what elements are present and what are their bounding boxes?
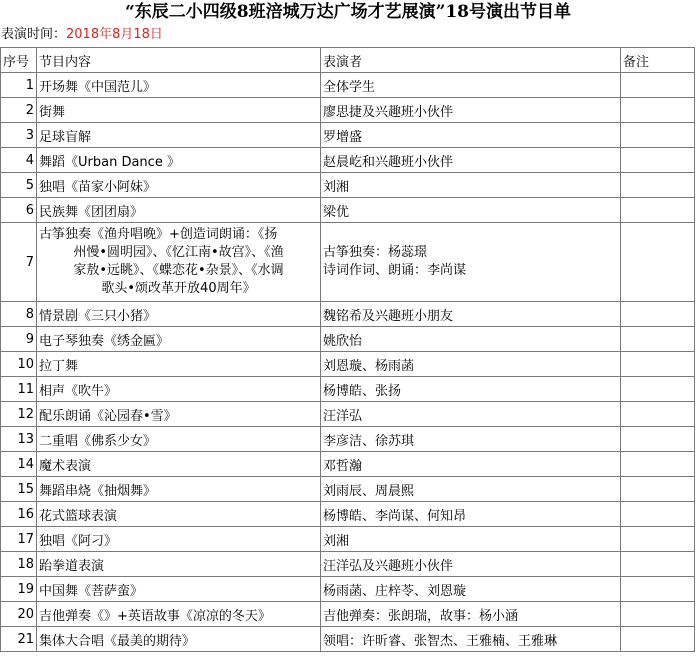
cell-note[interactable] (621, 402, 695, 427)
cell-performer[interactable]: 刘湘 (321, 173, 621, 198)
table-row (1, 452, 695, 477)
cell-note[interactable] (621, 477, 695, 502)
cell-note[interactable] (621, 223, 695, 302)
table-row (1, 327, 695, 352)
cell-performer[interactable]: 汪洋弘及兴趣班小伙伴 (321, 552, 621, 577)
cell-performer[interactable]: 刘雨辰、周晨熙 (321, 477, 621, 502)
header-no[interactable]: 序号 (1, 48, 37, 73)
cell-performer[interactable]: 罗增盛 (321, 123, 621, 148)
cell-note[interactable] (621, 427, 695, 452)
cell-performer[interactable]: 邓哲瀚 (321, 452, 621, 477)
cell-note[interactable] (621, 327, 695, 352)
cell-performer[interactable]: 杨博皓、李尚谋、何知昂 (321, 502, 621, 527)
cell-program[interactable]: 街舞 (37, 98, 321, 123)
cell-note[interactable] (621, 173, 695, 198)
cell-program[interactable]: 中国舞《菩萨蛮》 (37, 577, 321, 602)
table-row (1, 98, 695, 123)
cell-performer[interactable]: 廖思捷及兴趣班小伙伴 (321, 98, 621, 123)
cell-no[interactable]: 17 (1, 527, 37, 552)
cell-note[interactable] (621, 73, 695, 98)
program-line: 歌头•颂改革开放40周年》 (101, 281, 256, 296)
table-row (1, 377, 695, 402)
cell-program[interactable] (37, 223, 321, 302)
cell-no[interactable]: 9 (1, 327, 37, 352)
cell-program[interactable]: 足球盲解 (37, 123, 321, 148)
cell-program[interactable]: 开场舞《中国范儿》 (37, 73, 321, 98)
performer-line: 诗词作词、朗诵：李尚谋 (323, 263, 467, 278)
cell-note[interactable] (621, 577, 695, 602)
cell-performer[interactable]: 李彦洁、徐苏琪 (321, 427, 621, 452)
cell-note[interactable] (621, 148, 695, 173)
cell-program[interactable]: 拉丁舞 (37, 352, 321, 377)
table-row (1, 148, 695, 173)
cell-note[interactable] (621, 377, 695, 402)
table-row (1, 427, 695, 452)
table-row (1, 73, 695, 98)
date-label: 表演时间： (1, 27, 67, 42)
cell-performer[interactable]: 领唱：许昕睿、张智杰、王雅楠、王雅琳 (321, 627, 621, 652)
cell-no[interactable]: 12 (1, 402, 37, 427)
cell-performer[interactable] (321, 223, 621, 302)
cell-no[interactable]: 8 (1, 302, 37, 327)
program-line: 家敖•远眺》、《蝶恋花•杂景》、《水调 (73, 263, 284, 278)
cell-note[interactable] (621, 302, 695, 327)
cell-program[interactable]: 吉他弹奏《》+英语故事《凉凉的冬天》 (37, 602, 321, 627)
cell-note[interactable] (621, 502, 695, 527)
cell-note[interactable] (621, 627, 695, 652)
cell-note[interactable] (621, 552, 695, 577)
cell-note[interactable] (621, 352, 695, 377)
cell-note[interactable] (621, 198, 695, 223)
cell-performer[interactable]: 赵晨屹和兴趣班小伙伴 (321, 148, 621, 173)
cell-program[interactable]: 电子琴独奏《绣金匾》 (37, 327, 321, 352)
cell-program[interactable]: 独唱《苗家小阿妹》 (37, 173, 321, 198)
cell-note[interactable] (621, 602, 695, 627)
cell-performer[interactable]: 梁优 (321, 198, 621, 223)
cell-performer[interactable]: 全体学生 (321, 73, 621, 98)
cell-program[interactable]: 相声《吹牛》 (37, 377, 321, 402)
cell-program[interactable]: 跆拳道表演 (37, 552, 321, 577)
cell-program[interactable]: 舞蹈《Urban Dance 》 (37, 148, 321, 173)
cell-no[interactable]: 2 (1, 98, 37, 123)
performer-line: 古筝独奏：杨蕊璟 (323, 245, 428, 260)
cell-no[interactable]: 14 (1, 452, 37, 477)
cell-no[interactable]: 19 (1, 577, 37, 602)
page-title: “东辰二小四级8班涪城万达广场才艺展演”18号演出节目单 (124, 2, 572, 22)
performance-date-line (0, 24, 163, 46)
cell-program[interactable]: 民族舞《团团扇》 (37, 198, 321, 223)
cell-performer[interactable]: 姚欣怡 (321, 327, 621, 352)
cell-performer[interactable]: 杨博皓、张扬 (321, 377, 621, 402)
table-row (1, 402, 695, 427)
program-table (0, 47, 695, 652)
cell-performer[interactable]: 魏铭希及兴趣班小朋友 (321, 302, 621, 327)
cell-no[interactable]: 18 (1, 552, 37, 577)
cell-performer[interactable]: 刘恩璇、杨雨菡 (321, 352, 621, 377)
cell-program[interactable]: 独唱《阿刁》 (37, 527, 321, 552)
table-row (1, 198, 695, 223)
table-row (1, 527, 695, 552)
header-performer[interactable]: 表演者 (321, 48, 621, 73)
cell-note[interactable] (621, 452, 695, 477)
table-row (1, 552, 695, 577)
cell-performer[interactable]: 刘湘 (321, 527, 621, 552)
cell-performer[interactable]: 吉他弹奏：张朗瑞，故事：杨小涵 (321, 602, 621, 627)
table-row (1, 577, 695, 602)
cell-program[interactable]: 情景剧《三只小猪》 (37, 302, 321, 327)
date-value: 2018年8月18日 (66, 27, 163, 42)
cell-no[interactable]: 1 (1, 73, 37, 98)
cell-no[interactable]: 3 (1, 123, 37, 148)
cell-program[interactable]: 配乐朗诵《沁园春•雪》 (37, 402, 321, 427)
header-note[interactable]: 备注 (621, 48, 695, 73)
table-row (1, 477, 695, 502)
cell-no[interactable]: 13 (1, 427, 37, 452)
cell-no[interactable]: 16 (1, 502, 37, 527)
cell-note[interactable] (621, 527, 695, 552)
table-header-row (1, 48, 695, 73)
cell-no[interactable]: 10 (1, 352, 37, 377)
table-row (1, 223, 695, 302)
cell-note[interactable] (621, 123, 695, 148)
cell-no[interactable]: 21 (1, 627, 37, 652)
cell-performer[interactable]: 汪洋弘 (321, 402, 621, 427)
cell-program[interactable]: 舞蹈串烧《抽烟舞》 (37, 477, 321, 502)
table-row (1, 123, 695, 148)
cell-program[interactable]: 魔术表演 (37, 452, 321, 477)
cell-program[interactable]: 集体大合唱《最美的期待》 (37, 627, 321, 652)
cell-no[interactable]: 11 (1, 377, 37, 402)
table-row (1, 627, 695, 652)
program-line: 州慢•圆明园》、《忆江南•故宫》、《渔 (73, 245, 284, 260)
cell-no[interactable]: 15 (1, 477, 37, 502)
table-row (1, 173, 695, 198)
cell-no[interactable]: 6 (1, 198, 37, 223)
table-row (1, 602, 695, 627)
cell-note[interactable] (621, 98, 695, 123)
cell-program[interactable]: 花式篮球表演 (37, 502, 321, 527)
cell-performer[interactable]: 杨雨菡、庄梓苓、刘恩璇 (321, 577, 621, 602)
cell-no[interactable]: 5 (1, 173, 37, 198)
cell-no[interactable]: 7 (1, 223, 37, 302)
table-row (1, 352, 695, 377)
header-program[interactable]: 节目内容 (37, 48, 321, 73)
cell-no[interactable]: 20 (1, 602, 37, 627)
table-row (1, 302, 695, 327)
cell-no[interactable]: 4 (1, 148, 37, 173)
cell-program[interactable]: 二重唱《佛系少女》 (37, 427, 321, 452)
program-line: 古筝独奏《渔舟唱晚》+创造词朗诵：《扬 (39, 227, 278, 242)
table-row (1, 502, 695, 527)
